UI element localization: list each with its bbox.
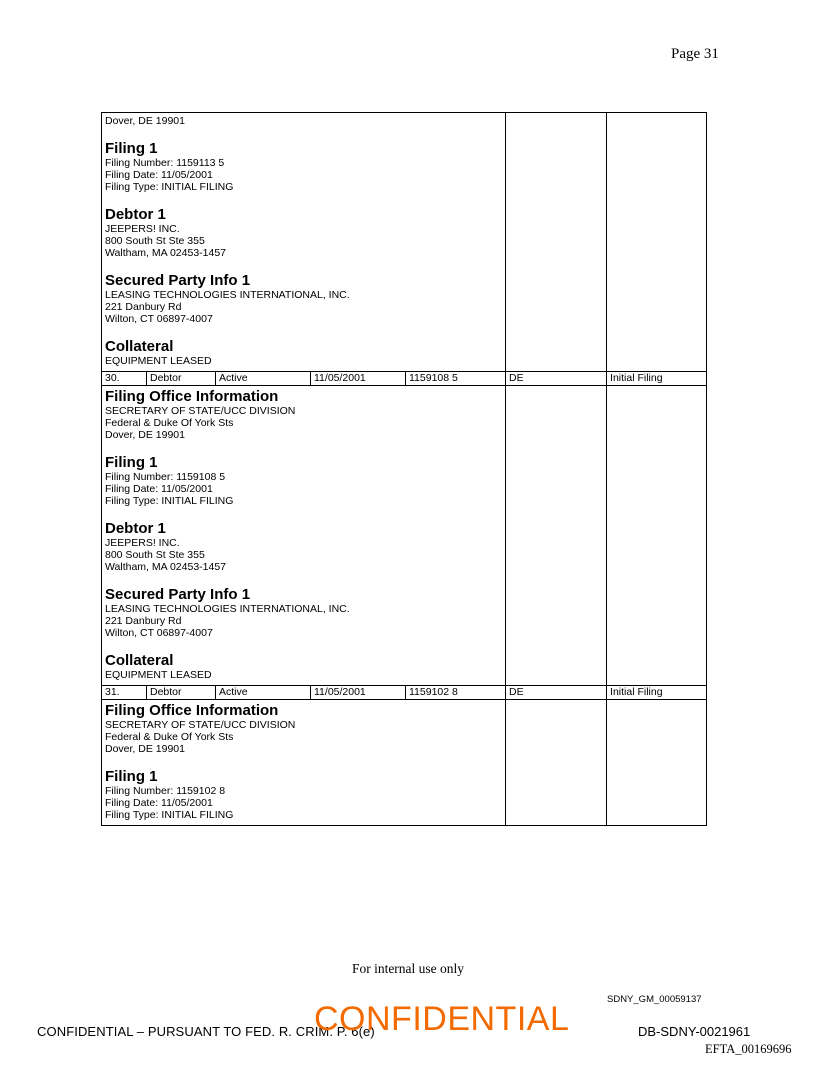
- filing-date-cell: 11/05/2001: [311, 686, 406, 700]
- detail-line: Filing Type: INITIAL FILING: [105, 181, 234, 193]
- section-heading: Debtor 1: [105, 206, 166, 223]
- state-cell-empty: [506, 386, 607, 686]
- section-heading: Filing 1: [105, 140, 158, 157]
- detail-block: [105, 388, 502, 441]
- state-cell-empty: [506, 113, 607, 372]
- detail-line: Federal & Duke Of York Sts: [105, 731, 234, 743]
- detail-block: [105, 272, 502, 325]
- detail-block: [105, 702, 502, 755]
- detail-line: 800 South St Ste 355: [105, 549, 205, 561]
- filing-date-cell: 11/05/2001: [311, 372, 406, 386]
- page-number: Page 31: [671, 46, 719, 62]
- detail-block: [105, 652, 502, 681]
- filing-type-cell: Initial Filing: [607, 372, 707, 386]
- detail-row: [102, 700, 707, 826]
- detail-block: [105, 140, 502, 193]
- filing-number-cell: 1159102 8: [406, 686, 506, 700]
- confidential-stamp: CONFIDENTIAL: [314, 1000, 570, 1038]
- section-heading: Collateral: [105, 338, 174, 355]
- detail-line: JEEPERS! INC.: [105, 537, 180, 549]
- party-role-cell: Debtor: [147, 372, 216, 386]
- section-heading: Filing Office Information: [105, 388, 279, 405]
- detail-line: Dover, DE 19901: [105, 743, 185, 755]
- detail-cell: [102, 113, 506, 372]
- detail-line: 221 Danbury Rd: [105, 301, 182, 313]
- section-heading: Filing 1: [105, 454, 158, 471]
- section-heading: Secured Party Info 1: [105, 586, 251, 603]
- section-heading: Secured Party Info 1: [105, 272, 251, 289]
- detail-block: [105, 520, 502, 573]
- detail-line: Waltham, MA 02453-1457: [105, 561, 227, 573]
- party-role-cell: Debtor: [147, 686, 216, 700]
- detail-line: 800 South St Ste 355: [105, 235, 205, 247]
- record-number-cell: 31.: [102, 686, 147, 700]
- detail-line: Dover, DE 19901: [105, 115, 185, 127]
- detail-block: [105, 454, 502, 507]
- detail-line: EQUIPMENT LEASED: [105, 355, 212, 367]
- detail-line: Filing Date: 11/05/2001: [105, 797, 213, 809]
- state-cell: DE: [506, 686, 607, 700]
- filing-number-cell: 1159108 5: [406, 372, 506, 386]
- status-cell: Active: [216, 686, 311, 700]
- efta-number: EFTA_00169696: [705, 1042, 792, 1056]
- detail-line: Wilton, CT 06897-4007: [105, 313, 213, 325]
- detail-line: LEASING TECHNOLOGIES INTERNATIONAL, INC.: [105, 289, 350, 301]
- detail-line: Wilton, CT 06897-4007: [105, 627, 213, 639]
- filing-type-cell: Initial Filing: [607, 686, 707, 700]
- table-row: [102, 686, 707, 700]
- detail-line: Federal & Duke Of York Sts: [105, 417, 234, 429]
- detail-block: [105, 206, 502, 259]
- detail-line: Filing Date: 11/05/2001: [105, 169, 213, 181]
- section-heading: Debtor 1: [105, 520, 166, 537]
- type-cell-empty: [607, 700, 707, 826]
- detail-row: [102, 113, 707, 372]
- detail-line: LEASING TECHNOLOGIES INTERNATIONAL, INC.: [105, 603, 350, 615]
- table-row: [102, 372, 707, 386]
- section-heading: Filing Office Information: [105, 702, 279, 719]
- ucc-filings-table: [101, 112, 707, 826]
- detail-line: Dover, DE 19901: [105, 429, 185, 441]
- record-number-cell: 30.: [102, 372, 147, 386]
- type-cell-empty: [607, 386, 707, 686]
- detail-cell: [102, 700, 506, 826]
- state-cell: DE: [506, 372, 607, 386]
- detail-line: SECRETARY OF STATE/UCC DIVISION: [105, 405, 296, 417]
- detail-line: Waltham, MA 02453-1457: [105, 247, 227, 259]
- detail-row: [102, 386, 707, 686]
- detail-line: Filing Number: 1159108 5: [105, 471, 226, 483]
- detail-block: [105, 586, 502, 639]
- detail-line: Filing Type: INITIAL FILING: [105, 809, 234, 821]
- detail-line: SECRETARY OF STATE/UCC DIVISION: [105, 719, 296, 731]
- detail-block: [105, 768, 502, 821]
- status-cell: Active: [216, 372, 311, 386]
- detail-cell: [102, 386, 506, 686]
- bates-number: DB-SDNY-0021961: [638, 1024, 751, 1039]
- detail-line: Filing Date: 11/05/2001: [105, 483, 213, 495]
- detail-line: Filing Number: 1159102 8: [105, 785, 226, 797]
- detail-block: [105, 338, 502, 367]
- detail-line: Filing Number: 1159113 5: [105, 157, 225, 169]
- detail-line: Filing Type: INITIAL FILING: [105, 495, 234, 507]
- detail-block: [105, 115, 502, 127]
- state-cell-empty: [506, 700, 607, 826]
- section-heading: Collateral: [105, 652, 174, 669]
- type-cell-empty: [607, 113, 707, 372]
- bates-number-small: SDNY_GM_00059137: [607, 994, 702, 1005]
- detail-line: EQUIPMENT LEASED: [105, 669, 212, 681]
- confidential-notice: CONFIDENTIAL – PURSUANT TO FED. R. CRIM. P. 6(e): [37, 1024, 375, 1039]
- detail-line: 221 Danbury Rd: [105, 615, 182, 627]
- detail-line: JEEPERS! INC.: [105, 223, 180, 235]
- section-heading: Filing 1: [105, 768, 158, 785]
- internal-use-note: For internal use only: [351, 961, 465, 976]
